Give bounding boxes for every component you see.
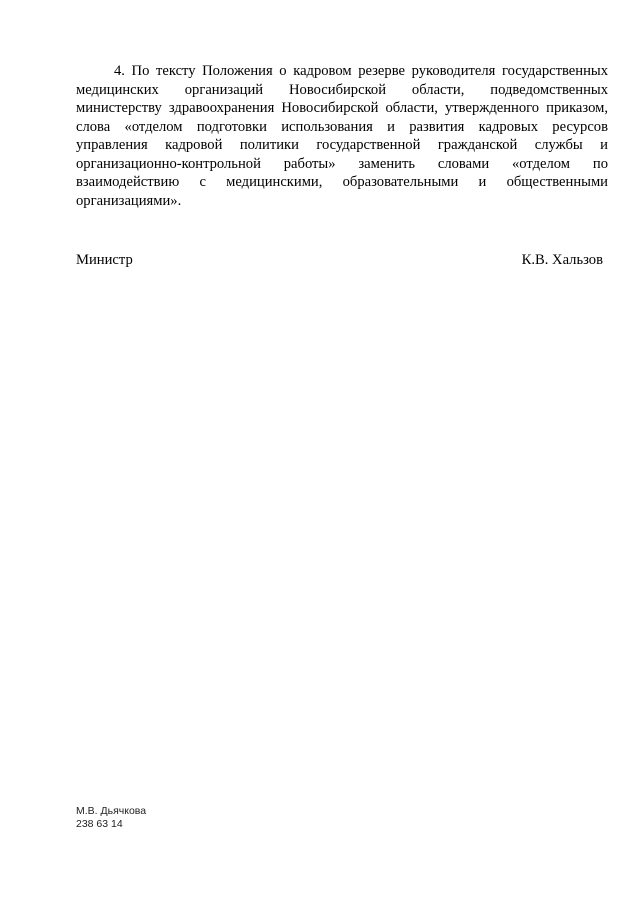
signatory-position: Министр [76,252,133,268]
executor-phone: 238 63 14 [76,818,123,830]
executor-footer [76,805,146,831]
signature-block [76,251,603,269]
paragraph-4: 4. По тексту Положения о кадровом резерве руководителя государственных медицинских организаций Новосибирской области, подведомственных министерству здравоохранения Новосибирской области, утвержденного приказом, слова «отделом подготовки использования и развития кадровых ресурсов управления кадровой политики государственной гражданской службы и организационно-контрольной работы» заменить словами «отделом по взаимодействию с медицинскими, образовательными и общественными организациями». [76,63,608,209]
signatory-name: К.В. Хальзов [521,252,603,268]
executor-name: М.В. Дьячкова [76,805,147,817]
